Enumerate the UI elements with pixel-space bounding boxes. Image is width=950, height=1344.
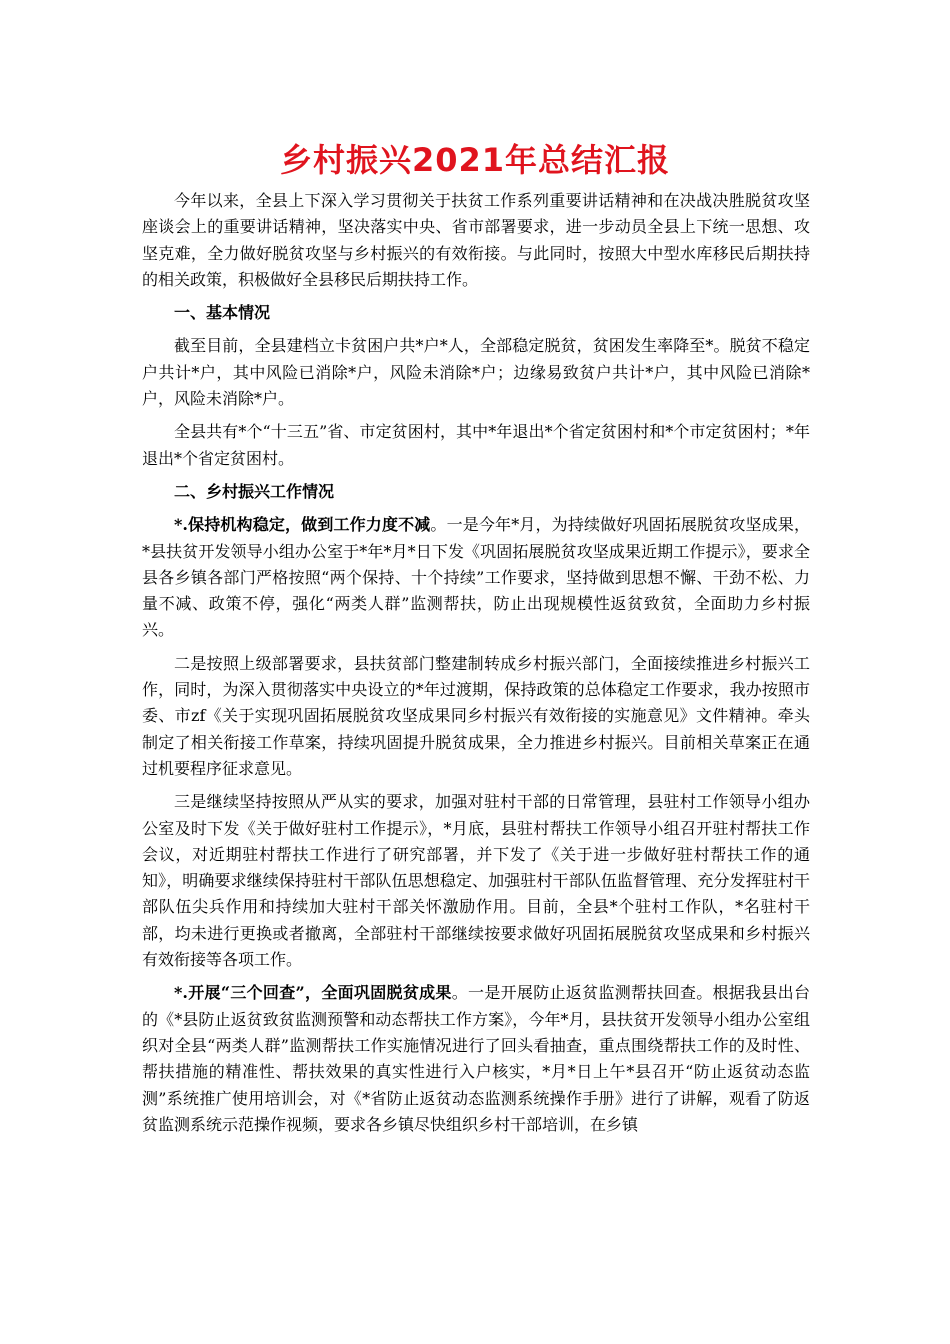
bold-lead: *.开展“三个回查”，全面巩固脱贫成果 (174, 983, 452, 1003)
paragraph-text: 。一是开展防止返贫监测帮扶回查。根据我县出台的《*县防止返贫致贫监测预警和动态帮扶工作方案》，今年*月，县扶贫开发领导小组办公室组织对全县“两类人群”监测帮扶工作实施情况进行了回头看抽查，重点围绕帮扶工作的及时性、帮扶措施的精准性、帮扶效果的真实性进行入户核实，*月*日上午*县召开“防止返贫动态监测”系统推广使用培训会，对《*省防止返贫动态监测系统操作手册》进行了讲解，观看了防返贫监测系统示范操作视频，要求各乡镇尽快组织乡村干部培训，在乡镇 (142, 983, 810, 1134)
paragraph: 二是按照上级部署要求，县扶贫部门整建制转成乡村振兴部门，全面接续推进乡村振兴工作，同时，为深入贯彻落实中央设立的*年过渡期，保持政策的总体稳定工作要求，我办按照市委、市zf《关于实现巩固拓展脱贫攻坚成果同乡村振兴有效衔接的实施意见》文件精神。牵头制定了相关衔接工作草案，持续巩固提升脱贫成果，全力推进乡村振兴。目前相关草案正在通过机要程序征求意见。 (142, 653, 810, 778)
paragraph: 三是继续坚持按照从严从实的要求，加强对驻村干部的日常管理，县驻村工作领导小组办公室及时下发《关于做好驻村工作提示》，*月底，县驻村帮扶工作领导小组召开驻村帮扶工作会议，对近期驻村帮扶工作进行了研究部署，并下发了《关于进一步做好驻村帮扶工作的通知》，明确要求继续保持驻村干部队伍思想稳定、加强驻村干部队伍监督管理、充分发挥驻村干部队伍尖兵作用和持续加大驻村干部关怀激励作用。目前，全县*个驻村工作队，*名驻村干部，均未进行更换或者撤离，全部驻村干部继续按要求做好巩固拓展脱贫攻坚成果和乡村振兴有效衔接等各项工作。 (142, 792, 810, 970)
paragraph: 全县共有*个“十三五”省、市定贫困村，其中*年退出*个省定贫困村和*个市定贫困村；*年退出*个省定贫困村。 (142, 422, 810, 468)
paragraph: 截至目前，全县建档立卡贫困户共*户*人，全部稳定脱贫，贫困发生率降至*。脱贫不稳定户共计*户，其中风险已消除*户，风险未消除*户；边缘易致贫户共计*户，其中风险已消除*户，风险未消除*户。 (142, 336, 810, 409)
paragraph-text: 。一是今年*月，为持续做好巩固拓展脱贫攻坚成果，*县扶贫开发领导小组办公室于*年*月*日下发《巩固拓展脱贫攻坚成果近期工作提示》，要求全县各乡镇各部门严格按照“两个保持、十个持续”工作要求，坚持做到思想不懈、干劲不松、力量不减、政策不停，强化“两类人群”监测帮扶，防止出现规模性返贫致贫，全面助力乡村振兴。 (142, 515, 810, 640)
bold-lead: *.保持机构稳定，做到工作力度不减 (174, 515, 431, 535)
document-title: 乡村振兴2021年总结汇报 (279, 141, 671, 179)
paragraph (142, 512, 810, 643)
document-body (142, 188, 810, 1145)
section-heading-basic: 一、基本情况 (174, 303, 271, 323)
intro-paragraph: 今年以来，全县上下深入学习贯彻关于扶贫工作系列重要讲话精神和在决战决胜脱贫攻坚座谈会上的重要讲话精神，坚决落实中央、省市部署要求，进一步动员全县上下统一思想、攻坚克难，全力做好脱贫攻坚与乡村振兴的有效衔接。与此同时，按照大中型水库移民后期扶持的相关政策，积极做好全县移民后期扶持工作。 (142, 191, 810, 289)
section-heading-work: 二、乡村振兴工作情况 (174, 481, 335, 501)
paragraph (142, 980, 810, 1138)
